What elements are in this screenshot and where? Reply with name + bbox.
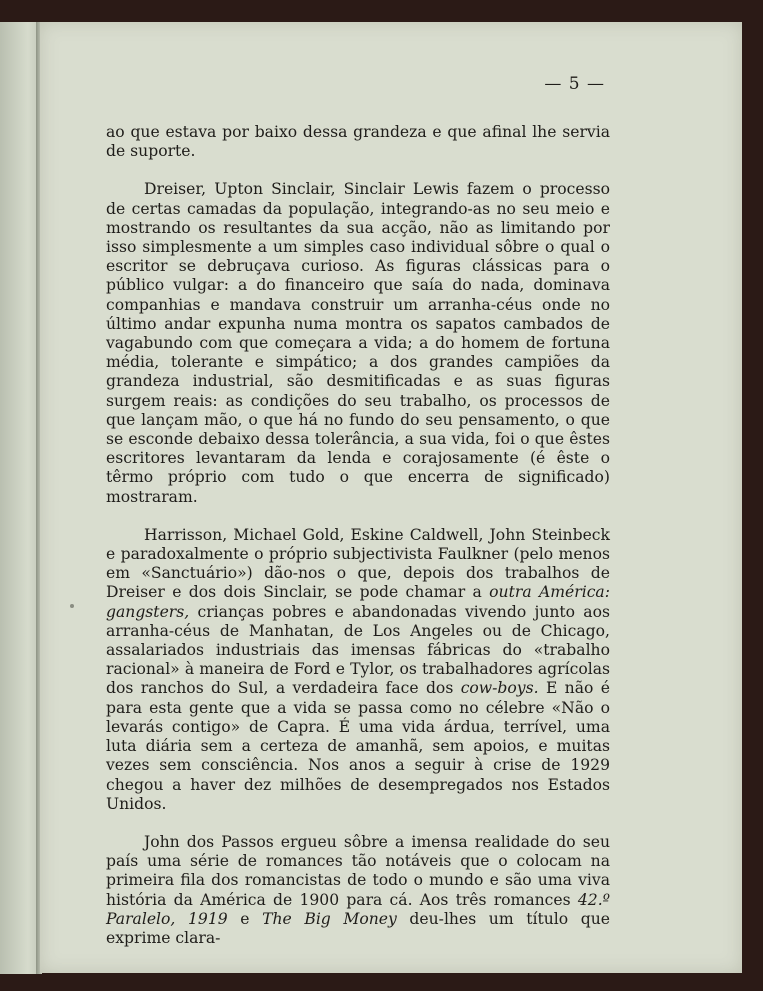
page-number: — 5 — <box>544 74 605 94</box>
text-run: John dos Passos ergueu sôbre a imensa realidade do seu país uma série de romances tão notáveis que o colocam na primeira fila dos romancistas de todo o mundo e são uma viva história da América de 1900 para cá. Aos três romances <box>106 832 610 909</box>
paper-speck <box>70 604 74 608</box>
paragraph <box>106 526 610 814</box>
italic-text: outra América: gangsters, <box>106 583 610 621</box>
text-run: E não é para esta gente que a vida se passa como no célebre «Não o levarás contigo» de Capra. É uma vida árdua, terrível, uma luta diária sem a certeza de amanhã, sem apoios, e muitas vezes sem consciência. Nos anos a seguir à crise de 1929 chegou a haver dez milhões de desempregados nos Estados Unidos. <box>106 679 610 813</box>
paragraph <box>106 833 610 948</box>
text-run: deu-lhes um título que exprime clara- <box>106 909 611 947</box>
text-run: Harrisson, Michael Gold, Eskine Caldwell, John Steinbeck e paradoxalmente o próprio subjectivista Faulkner (pelo menos em «Sanctuário») dão-nos o que, depois dos trabalhos de Dreiser e dos dois Sinclair, se pode chamar a <box>106 525 610 602</box>
facing-page-edge <box>0 22 40 974</box>
italic-text: cow-boys. <box>460 679 539 698</box>
text-run: ao que estava por baixo dessa grandeza e que afinal lhe servia de suporte. <box>106 123 610 161</box>
text-run: crianças pobres e abandonadas vivendo junto aos arranha-céus de Manhatan, de Los Angeles ou de Chicago, assalariados industriais das imensas fábricas do «trabalho racional» à maneira de Ford e Tylor, os trabalhadores agrícolas dos ranchos do Sul, a verdadeira face dos <box>106 602 610 698</box>
italic-text: 42.º Paralelo, 1919 <box>106 890 610 928</box>
paragraph <box>106 180 610 506</box>
italic-text: The Big Money <box>262 909 397 928</box>
text-run: e <box>227 909 263 928</box>
text-run: Dreiser, Upton Sinclair, Sinclair Lewis fazem o processo de certas camadas da população, integrando-as no seu meio e mostrando os resultantes da sua acção, não as limitando por isso simplesmente a um simples caso individual sôbre o qual o escritor se debruçava curioso. As figuras clássicas para o público vulgar: a do financeiro que saía do nada, dominava companhias e mandava construir um arranha-céus onde no último andar expunha numa montra os sapatos cambados de vagabundo com que começara a vida; a do homem de fortuna média, tolerante e simpático; a dos grandes campiões da grandeza industrial, são desmitificadas e as suas figuras surgem reais: as condições do seu trabalho, os processos de que lançam mão, o que há no fundo do seu pensamento, o que se esconde debaixo dessa tolerância, a sua vida, foi o que êstes escritores levantaram da lenda e corajosamente (é êste o têrmo próprio com tudo o que encerra de significado) mostraram. <box>106 180 610 506</box>
page-body-text <box>106 123 610 948</box>
book-page <box>40 22 742 973</box>
paragraph <box>106 123 610 161</box>
